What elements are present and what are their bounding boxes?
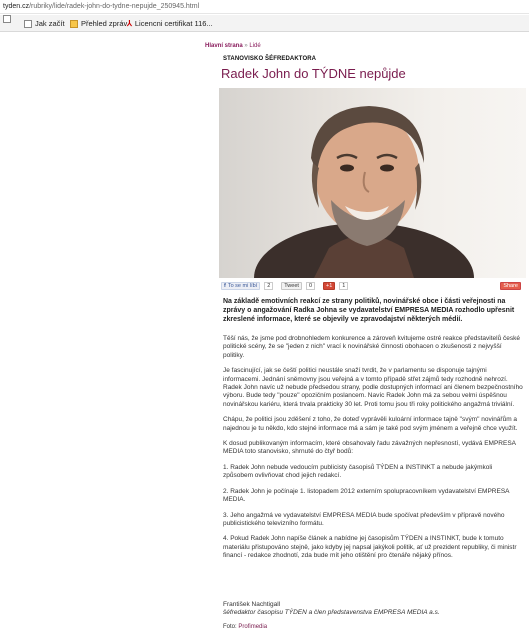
tweet-button[interactable]: [281, 282, 302, 290]
breadcrumb: [205, 43, 261, 49]
google-plus-one-button[interactable]: [323, 282, 335, 290]
url-domain: tyden.cz: [3, 3, 30, 10]
acrobat-icon: ⅄: [127, 19, 132, 28]
breadcrumb-separator: »: [244, 43, 248, 49]
share-label: Share: [503, 283, 518, 289]
facebook-like-button[interactable]: [221, 282, 260, 290]
tweet-label: Tweet: [284, 283, 299, 289]
facebook-like-label: To se mi líbí: [227, 283, 258, 289]
article-lead: Na základě emotivních reakcí ze strany politiků, novinářské obce i části veřejnosti na zprávy o angažování Radka Johna se vydavatelství EMPRESA MEDIA rozhodlo upřesnit zkreslené informace, které se objevily ve zpravodajství některých médií.: [223, 298, 515, 323]
bookmark-item-first[interactable]: [3, 15, 14, 23]
bookmark-label: Licencni certifikat 116...: [134, 19, 213, 28]
social-share-bar: [221, 281, 525, 291]
tweet-count: 0: [306, 282, 315, 290]
article-photo: [219, 88, 526, 278]
article-paragraph: Je fascinující, jak se čeští politici neustále snaží tvrdit, že v parlamentu se disponuje tajnými informacemi. Jednání sněmovny jsou veřejná a v tomto případě střet zájmů tedy rozhodně nehrozí. Radek John navíc už nebude předsedou strany, podle dostupných informací ani členem bezpečnostního výboru. Bude tedy "pouze" opozičním poslancem. Navíc Radek John má za sebou velmi úspěšnou novinářskou kariéru, která trvala prakticky 30 let. Proti tomu jsou tři roky politického angažmá triviální.: [223, 367, 523, 408]
article-title: Radek John do TÝDNE nepůjde: [221, 66, 406, 81]
bookmark-item-jak-zacit[interactable]: [24, 15, 65, 32]
article-body: [223, 335, 523, 568]
breadcrumb-section-link[interactable]: Lidé: [249, 43, 261, 49]
google-plus-label: +1: [326, 283, 333, 289]
article-paragraph: Těší nás, že jsme pod drobnohledem konkurence a zároveň kvitujeme ostré reakce představitelů české politické scény, že se "jeden z nich" vrací k novinářské činnosti obohacen o zkušenosti z nejvyšší politiky.: [223, 335, 520, 359]
portrait-illustration: [219, 88, 526, 278]
facebook-icon: f: [224, 283, 226, 289]
article-paragraph: 4. Pokud Radek John napíše článek a nabídne jej časopisům TÝDEN a INSTINKT, bude k tomuto materiálu přistupováno stejně, jako kdyby jej napsal jakýkoli politik, ať už prezident republiky, či ministr financí - redakce zhodnotí, zda bude mít jeho otištění pro čtenáře nějaký přínos.: [223, 535, 517, 560]
bookmark-label: Přehled zpráv: [81, 19, 128, 28]
article-paragraph: 1. Radek John nebude vedoucím publicisty časopisů TÝDEN a INSTINKT a nebude jakýmkoli způsobem ovlivňovat chod jejich redakcí.: [223, 463, 493, 480]
bookmark-item-licencni-certifikat[interactable]: [127, 15, 213, 32]
page-icon: [3, 15, 11, 23]
address-bar[interactable]: [0, 0, 529, 14]
article-paragraph: K dosud publikovaným informacím, které obsahovaly řadu závažných nepřesností, vydává EMPRESA MEDIA toto stanovisko, shrnuté do čtyř bodů:: [223, 440, 516, 456]
breadcrumb-home-link[interactable]: Hlavní strana: [205, 43, 243, 49]
google-plus-count: 1: [339, 282, 348, 290]
bookmark-label: Jak začít: [35, 19, 65, 28]
article-kicker: STANOVISKO ŠÉFREDAKTORA: [223, 56, 317, 62]
share-button[interactable]: [500, 282, 521, 290]
author-name: František Nachtigall: [223, 601, 281, 608]
feed-icon: [70, 20, 78, 28]
author-signature: [223, 601, 440, 618]
article-paragraph: 3. Jeho angažmá ve vydavatelství EMPRESA MEDIA bude spočívat především v přípravě nového publicistického televizního formátu.: [223, 511, 505, 527]
article-paragraph: Chápu, že politici jsou zděšení z toho, že doteď vyprávěli kuloární informace tajně "svým" novinářům a najednou je tu někdo, kdo stejné informace má a sám je také pod svým jménem a veřejně chce využít.: [223, 416, 518, 432]
photo-credit-source[interactable]: Profimedia: [238, 624, 268, 630]
bookmarks-bar: [0, 15, 529, 32]
page-icon: [24, 20, 32, 28]
article-paragraph: 2. Radek John je počínaje 1. listopadem 2012 externím spolupracovníkem vydavatelství EMPRESA MEDIA.: [223, 487, 510, 504]
photo-credit: [223, 624, 267, 630]
bookmark-item-prehled-zprav[interactable]: [70, 15, 127, 32]
facebook-like-count: 2: [264, 282, 273, 290]
url-path: /rubriky/lide/radek-john-do-tydne-nepujde_250945.html: [29, 3, 200, 10]
author-role: šéfredaktor časopisu TÝDEN a člen představenstva EMPRESA MEDIA a.s.: [223, 609, 440, 617]
photo-credit-label: Foto:: [223, 624, 237, 630]
